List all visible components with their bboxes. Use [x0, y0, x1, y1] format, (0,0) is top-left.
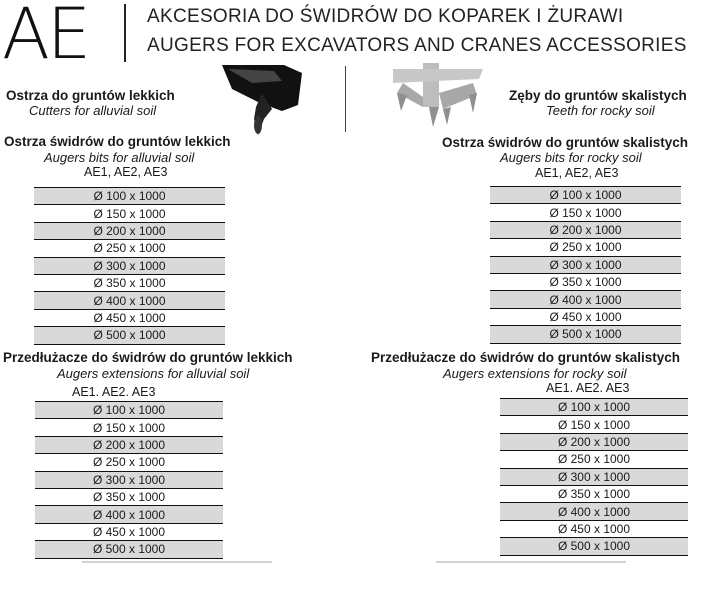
- auger-cutter-image: [222, 63, 302, 138]
- ext-alluvial-title-en: Augers extensions for alluvial soil: [57, 366, 250, 381]
- size-row: Ø 400 x 1000: [34, 292, 225, 309]
- brand-logo: AE: [2, 0, 89, 75]
- ext-rocky-title-en: Augers extensions for rocky soil: [443, 366, 627, 381]
- size-row: Ø 450 x 1000: [34, 309, 225, 326]
- size-row: Ø 150 x 1000: [500, 416, 688, 433]
- size-row: Ø 200 x 1000: [34, 222, 225, 239]
- size-row: Ø 200 x 1000: [500, 433, 688, 450]
- size-row: Ø 250 x 1000: [34, 240, 225, 257]
- size-row: Ø 350 x 1000: [500, 485, 688, 502]
- size-row: Ø 400 x 1000: [500, 503, 688, 520]
- size-row: Ø 300 x 1000: [500, 468, 688, 485]
- size-row: Ø 200 x 1000: [490, 221, 681, 238]
- rock-teeth-image: [393, 63, 483, 135]
- bits-alluvial-codes: AE1, AE2, AE3: [84, 165, 168, 179]
- size-row: Ø 350 x 1000: [35, 488, 223, 505]
- bits-alluvial-table: [34, 187, 225, 345]
- size-row: Ø 100 x 1000: [35, 402, 223, 419]
- teeth-title-pl: Zęby do gruntów skalistych: [509, 88, 687, 103]
- size-row: Ø 500 x 1000: [500, 538, 688, 555]
- size-row: Ø 150 x 1000: [490, 204, 681, 221]
- product-divider: [345, 66, 346, 132]
- size-row: Ø 300 x 1000: [35, 471, 223, 488]
- ext-alluvial-codes: AE1. AE2. AE3: [72, 385, 156, 399]
- header-divider: [124, 4, 126, 62]
- cutters-title-en: Cutters for alluvial soil: [29, 103, 157, 118]
- size-row: Ø 400 x 1000: [490, 291, 681, 308]
- size-row: Ø 200 x 1000: [35, 436, 223, 453]
- ext-alluvial-table: [35, 401, 223, 559]
- header-title-pl: AKCESORIA DO ŚWIDRÓW DO KOPAREK I ŻURAWI: [147, 6, 624, 27]
- ext-rocky-codes: AE1. AE2. AE3: [546, 381, 630, 395]
- size-row: Ø 300 x 1000: [34, 257, 225, 274]
- bits-rocky-title-pl: Ostrza świdrów do gruntów skalistych: [442, 135, 689, 150]
- size-row: Ø 100 x 1000: [34, 188, 225, 205]
- bits-alluvial-title-en: Augers bits for alluvial soil: [44, 150, 195, 165]
- size-row: Ø 250 x 1000: [500, 451, 688, 468]
- size-row: Ø 500 x 1000: [34, 327, 225, 344]
- size-row: Ø 450 x 1000: [500, 520, 688, 537]
- ext-rocky-title-pl: Przedłużacze do świdrów do gruntów skalistych: [371, 350, 681, 365]
- size-row: Ø 300 x 1000: [490, 256, 681, 273]
- size-row: Ø 250 x 1000: [35, 454, 223, 471]
- size-row: Ø 500 x 1000: [35, 541, 223, 558]
- bits-alluvial-title-pl: Ostrza świdrów do gruntów lekkich: [4, 134, 231, 149]
- teeth-title-en: Teeth for rocky soil: [546, 103, 655, 118]
- bits-rocky-codes: AE1, AE2, AE3: [535, 166, 619, 180]
- size-row: Ø 450 x 1000: [35, 523, 223, 540]
- size-row: Ø 100 x 1000: [490, 187, 681, 204]
- footer-rule: [82, 561, 272, 563]
- size-row: Ø 400 x 1000: [35, 506, 223, 523]
- size-row: Ø 150 x 1000: [35, 419, 223, 436]
- size-row: Ø 350 x 1000: [490, 273, 681, 290]
- footer-rule: [436, 561, 626, 563]
- ext-rocky-table: [500, 398, 688, 556]
- bits-rocky-table: [490, 186, 681, 344]
- ext-alluvial-title-pl: Przedłużacze do świdrów do gruntów lekkich: [3, 350, 293, 365]
- size-row: Ø 500 x 1000: [490, 326, 681, 343]
- size-row: Ø 250 x 1000: [490, 239, 681, 256]
- size-row: Ø 450 x 1000: [490, 308, 681, 325]
- size-row: Ø 100 x 1000: [500, 399, 688, 416]
- size-row: Ø 350 x 1000: [34, 274, 225, 291]
- bits-rocky-title-en: Augers bits for rocky soil: [500, 150, 642, 165]
- header-title-en: AUGERS FOR EXCAVATORS AND CRANES ACCESSORIES: [147, 35, 687, 56]
- cutters-title-pl: Ostrza do gruntów lekkich: [6, 88, 175, 103]
- size-row: Ø 150 x 1000: [34, 205, 225, 222]
